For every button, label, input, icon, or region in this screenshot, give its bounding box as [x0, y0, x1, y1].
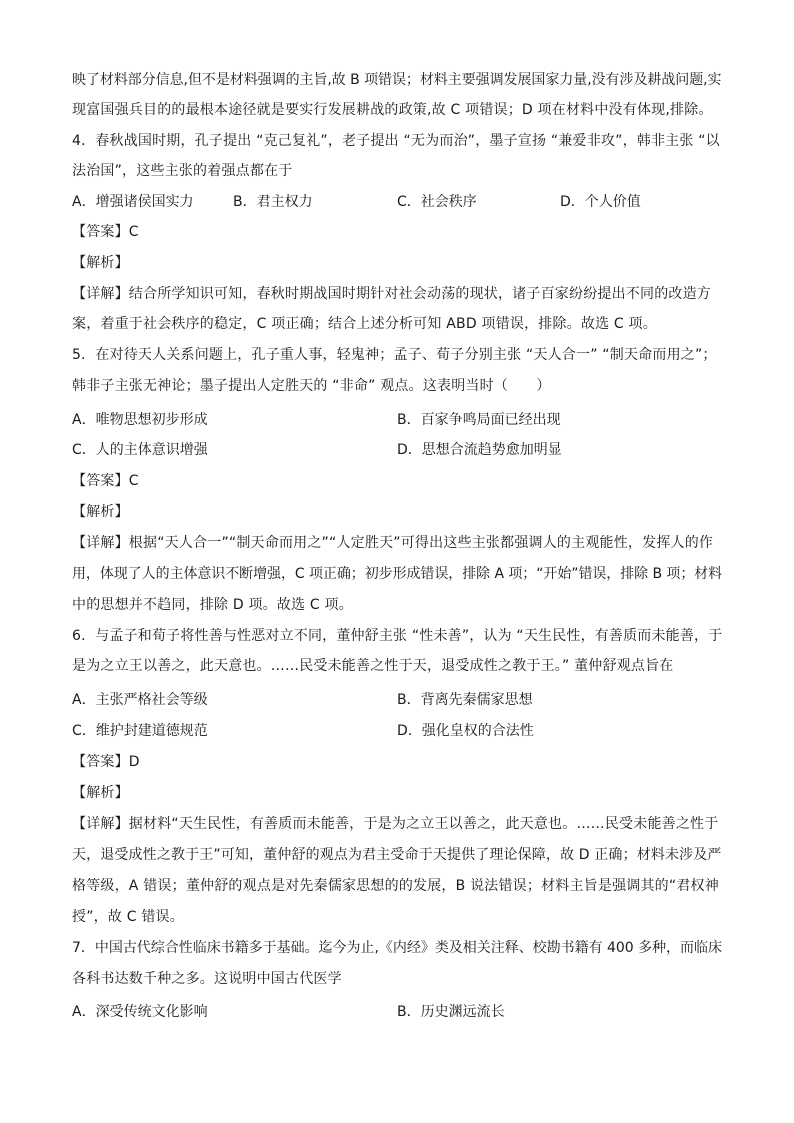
option-a: A．增强诸侯国实力 — [72, 194, 194, 210]
answer-label: 【答案】D — [72, 754, 140, 770]
question-stem: 法治国”，这些主张的着强点都在于 — [72, 163, 293, 179]
option-b: B．君主权力 — [233, 194, 313, 210]
question-stem: 5．在对待天人关系问题上，孔子重人事，轻鬼神；孟子、荀子分别主张 “天人合一” “制天命而用之”； — [72, 347, 717, 363]
question-stem: 6．与孟子和荀子将性善与性恶对立不同，董仲舒主张 “性未善”，认为 “天生民性，有善质而未能善，于 — [72, 628, 723, 644]
option-a: A．唯物思想初步形成 — [72, 412, 208, 428]
option-d: D．思想合流趋势愈加明显 — [397, 442, 562, 458]
answer-label: 【答案】C — [72, 473, 139, 489]
option-b: B．背离先秦儒家思想 — [397, 692, 533, 708]
analysis-label: 【解析】 — [72, 255, 129, 271]
detail-line: 天，退受成性之教于王”可知，董仲舒的观点为君主受命于天提供了理论保障，故 D 正确；材料未涉及严 — [72, 847, 722, 863]
option-b: B．百家争鸣局面已经出现 — [397, 412, 561, 428]
option-c: C．人的主体意识增强 — [72, 442, 208, 458]
option-d: D．个人价值 — [560, 194, 641, 210]
analysis-label: 【解析】 — [72, 785, 129, 801]
detail-line: 授”，故 C 错误。 — [72, 909, 184, 925]
detail-line: 中的思想并不趋同，排除 D 项。故选 C 项。 — [72, 597, 353, 613]
detail-line: 格等级，A 错误；董仲舒的观点是对先秦儒家思想的的发展，B 说法错误；材料主旨是强调其的“君权神 — [72, 878, 719, 894]
detail-line: 用，体现了人的主体意识不断增强，C 项正确；初步形成错误，排除 A 项；“开始”错误，排除 B 项；材料 — [72, 566, 723, 582]
detail-line: 【详解】根据“天人合一”“制天命而用之”“人定胜天”可得出这些主张都强调人的主观能性，发挥人的作 — [72, 535, 714, 551]
detail-line: 案，着重于社会秩序的稳定，C 项正确；结合上述分析可知 ABD 项错误，排除。故选 C 项。 — [72, 316, 657, 332]
answer-label: 【答案】C — [72, 224, 139, 240]
detail-line: 【详解】结合所学知识可知，春秋时期战国时期针对社会动荡的现状，诸子百家纷纷提出不同的改造方 — [72, 286, 711, 302]
option-a: A．主张严格社会等级 — [72, 692, 208, 708]
option-c: C．维护封建道德规范 — [72, 723, 208, 739]
question-stem: 是为之立王以善之，此天意也。……民受未能善之性于天，退受成性之教于王。” 董仲舒观点旨在 — [72, 658, 674, 674]
question-stem: 4．春秋战国时期，孔子提出 “克己复礼”，老子提出 “无为而治”，墨子宣扬 “兼爱非攻”，韩非主张 “以 — [72, 133, 720, 149]
question-stem: 韩非子主张无神论；墨子提出人定胜天的 “非命” 观点。这表明当时（ ） — [72, 378, 551, 394]
detail-line: 【详解】据材料“天生民性，有善质而未能善，于是为之立王以善之，此天意也。……民受未能善之性于 — [72, 816, 719, 832]
option-c: C．社会秩序 — [397, 194, 477, 210]
question-stem: 7．中国古代综合性临床书籍多于基础。迄今为止,《内经》类及相关注释、校勘书籍有 400 多种，而临床 — [72, 940, 722, 956]
analysis-label: 【解析】 — [72, 504, 129, 520]
text-line: 映了材料部分信息,但不是材料强调的主旨,故 B 项错误；材料主要强调发展国家力量,没有涉及耕战问题,实 — [72, 72, 722, 88]
option-b: B．历史渊远流长 — [397, 1004, 505, 1020]
option-d: D．强化皇权的合法性 — [397, 723, 534, 739]
text-line: 现富国强兵目的的最根本途径就是要实行发展耕战的政策,故 C 项错误；D 项在材料中没有体现,排除。 — [72, 102, 713, 118]
option-a: A．深受传统文化影响 — [72, 1004, 208, 1020]
question-stem: 各科书达数千种之多。这说明中国古代医学 — [72, 971, 342, 987]
